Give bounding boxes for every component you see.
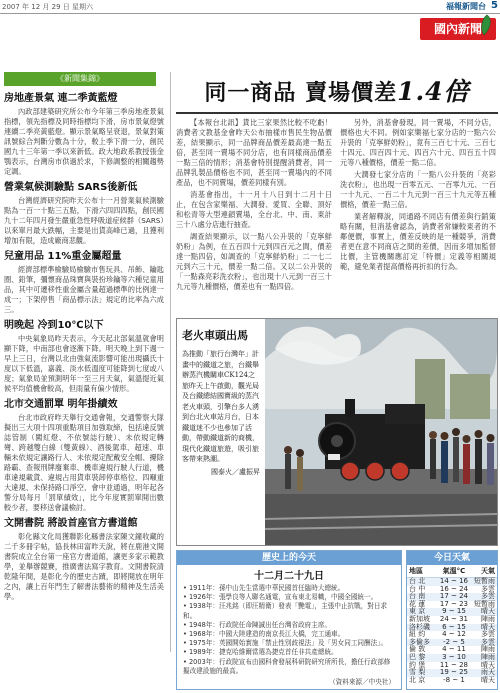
weather-condition: 短暫雨	[474, 577, 495, 585]
history-item: • 1989年：捷克哈維爾當選為捷克首任非共產總統。	[183, 648, 338, 657]
weather-header-temp: 氣溫°C	[442, 567, 466, 575]
brief-article	[4, 320, 164, 394]
brief-body: 內政部建築研究所公布今年第三季房地產景氣指標，領先指標及同時指標均下滑，房市景氣燈號連續二季亮黃藍燈。顯示景氣略呈衰退，景氣對策訊號綜合判斷分數為十分，較上季下滑一分，創民國九十三年第一季以來新低。政大地政系教授張金鶚表示，台灣房市供過於求，下修調整的相關趨勢定調。	[4, 107, 164, 176]
news-briefs	[4, 92, 164, 607]
weather-city: 多倫多	[409, 637, 430, 646]
brief-body: 經濟部標準檢驗局檢驗市售玩具、吊飾、鑰匙圈、鉛筆，彌懷商品珠寶與裝扮珍鑰等六種兒童用品，其中可遷移性重金屬含量超過標準的比例達一成一；下架停售「商品標示法」規定的比率為六成三。	[4, 265, 164, 314]
weather-city: 雪 梨	[409, 668, 426, 677]
weather-table	[406, 550, 498, 690]
steam-locomotive-photo	[265, 319, 497, 546]
paper-name: 福報新聞台	[446, 2, 486, 11]
weather-city: 洛杉磯	[409, 622, 430, 631]
weather-temp: 19 ~ 25	[439, 668, 469, 677]
brief-article	[4, 251, 164, 315]
weather-temp: 3 ~ 10	[442, 652, 466, 661]
weather-condition: 雨天	[481, 668, 495, 677]
brief-title: 兒童用品 11%重金屬超量	[4, 251, 122, 262]
history-title: 歷史上的今天	[177, 551, 401, 565]
brief-title: 營業氣候測驗點 SARS後新低	[4, 182, 138, 193]
weather-temp: -8 ~ 1	[443, 675, 465, 684]
brief-title: 房地產景氣 連二季黃藍燈	[4, 93, 118, 104]
brief-title: 北市交通罰單 明年掛績效	[4, 399, 118, 410]
weather-city: 巴 黎	[409, 652, 426, 661]
story-column-2	[340, 118, 496, 274]
weather-city: 約 堡	[409, 660, 426, 669]
weather-condition: 陣雨	[481, 645, 495, 654]
weather-condition: 多雲	[481, 592, 495, 601]
weather-city: 北 京	[409, 675, 426, 684]
history-list	[177, 584, 401, 676]
history-item: • 2003年：行政院宣布由國科會發展科研院研究所所長，擔任行政部修擬改建設施的最高。	[183, 657, 391, 675]
history-today	[176, 550, 402, 690]
weather-city: 花 蓮	[409, 599, 426, 608]
weather-row	[407, 677, 497, 685]
weather-city: 紐 約	[409, 630, 426, 639]
weather-temp: 14 ~ 16	[439, 577, 469, 585]
weather-header-cond: 天氣	[481, 567, 495, 575]
photo-title: 老火車頭出馬	[182, 329, 248, 342]
weather-temp: 16 ~ 24	[439, 584, 469, 593]
history-source: （資料來源／中央社）	[329, 678, 395, 687]
masthead	[0, 0, 500, 14]
brief-body: 台北市政府昨天舉行交通會報，交通警察大隊擬出三大項十四項重點項目加強取締，包括違反號誌管制（闖紅燈、不依號誌行駛）、未依規定轉彎、跨越雙白線（雙黃線）、酒後駕車、超速、車輛未依規定讓路行人、未依規定配戴安全帽、擾除路霸、查報刑牌廢棄車、機車違規行駛人行道，機車違規載貨、違規占用貨車裝卸停車格位、四噸重大違規、未保持路口淨空、會中並通過，明年起各警分局每月「罰單績效」，比今年度實罰單開出數較少者，要移送會議檢討。	[4, 413, 164, 512]
weather-temp: -2 ~ 5	[443, 637, 465, 646]
column-tag: 《新聞集錦》	[4, 72, 156, 86]
issue-date: 2007 年 12 月 29 日 星期六	[2, 3, 93, 11]
brief-title: 明晚起 冷到10℃以下	[4, 320, 104, 331]
weather-city: 東 京	[409, 607, 426, 616]
photo-caption	[177, 319, 265, 546]
story-paragraph: 大潤發七家分店的「一點八公升裝的「亮彩洗衣粉」，也出現一百零五元、一百零九元、一百一十九元、一百二十九元到一百三十九元等五種價格，價差一點三倍。	[340, 170, 496, 209]
history-item: • 1968年：中國大陸建造的南京長江大橋，完工通車。	[183, 630, 345, 639]
photo-feature	[176, 318, 498, 546]
weather-condition: 多雲	[481, 630, 495, 639]
brief-article	[4, 399, 164, 513]
brief-body: 中央氣象局昨天表示，今天起北部氣溫就會明顯下降，中南部也會逐漸下降。明天晚上到下週一早上三日，台灣以北由強氣流影響可能出現攝氏十度以下低溫，嘉義、淡水低溫度可能降到七度或八度；氣象局並預測明年一至三月天氣，氣溫提近氣候平均值機會較高，但雨量有偏少情形。	[4, 334, 164, 393]
brief-article	[4, 182, 164, 246]
weather-temp: 4 ~ 11	[442, 645, 466, 654]
weather-condition: 陣雨	[481, 652, 495, 661]
column-divider	[170, 72, 171, 652]
brief-article	[4, 93, 164, 177]
weather-condition: 短暫雨	[474, 599, 495, 608]
photo-credit: 國泰火／盧振昇	[211, 467, 260, 476]
story-column-1	[176, 118, 332, 294]
page-number: 5	[491, 0, 498, 11]
weather-condition: 多雲	[481, 584, 495, 593]
story-paragraph: 另外，消基會發現，同一賣場，不同分店，價格也大不同。例如家樂福七家分店的一點六公升裝的「克寧鮮奶粉」，竟有三百七十元、三百七十四元、四百四十元、四百六十元、四百五十四元等八種價格，價差一點二倍。	[340, 118, 496, 167]
weather-condition: 多雲	[481, 637, 495, 646]
brief-article	[4, 518, 164, 602]
weather-condition: 陣雨	[481, 614, 495, 623]
weather-temp: 4 ~ 12	[442, 630, 466, 639]
main-headline	[176, 72, 498, 114]
history-item: • 1948年：行政院任命陳誠出任台灣省政府主席。	[183, 620, 332, 629]
weather-rows	[407, 578, 497, 684]
weather-condition: 晴天	[481, 607, 495, 616]
weather-condition: 晴天	[481, 675, 495, 684]
headline-text: 同一商品 賣場價差	[204, 81, 398, 106]
photo-caption-text: 為推動「旅行台灣年」計畫中的鐵道之旅，台鐵舉辦蒸汽機關車CK124之旅昨天上午啟動，觀光局及台鐵總結國寶級的蒸汽老火車頭，引擎台多人湧到台北火車站月台，日本鐵道迷不少也參加了活動，帶動鐵道新的商機，現代化鐵道旅遊，吸引旅客帶來熱潮。	[182, 350, 259, 463]
weather-condition: 晴天	[481, 622, 495, 631]
weather-temp: 24 ~ 31	[439, 614, 469, 623]
weather-city: 倫 敦	[409, 645, 426, 654]
taiwan-map-icon	[476, 14, 494, 36]
weather-city: 台 北	[409, 577, 426, 585]
weather-title: 今日天氣	[407, 551, 497, 565]
brief-body: 彰化縣文化局獲聯影化縣書法家陳文鐘收藏的二千多冊字帖，協長林田富昨天說，將在鹿港文開書院成立全台第一座官方書道館，讓更多家示範教學，並舉辦競賽，推廣書法寫字教育。文開書院清乾隆年間，是彰化今的歷史古蹟，即將開放在明年之內，讓上百年門生了解書法藝術的精神及生活美學。	[4, 532, 164, 601]
headline-number: 1.4倍	[397, 77, 470, 106]
brief-body: 台灣經濟研究院昨天公布十一月營業氣候測驗點為一百一十點三五點，下滑六四四四點，創民國九十二年四月發生嚴重急性呼吸道症候群（SARS）以來單月最大跌幅，主要是出貨高峰已過，且獲利增加有限，造成廠商悲觀。	[4, 196, 164, 245]
section-title: 國內新聞	[420, 18, 496, 40]
brief-title: 文開書院 將設首座官方書道館	[4, 518, 138, 529]
section-banner	[410, 16, 496, 46]
weather-city: 台 中	[409, 584, 426, 593]
weather-temp: 6 ~ 15	[442, 622, 466, 631]
story-paragraph: 業者解釋說，同通路不同店有價差與行銷策略有關，但消基會認為，消費者常嫌較東者的不鄰便價，事實上，價差反映的是一種競爭，消費者更在意不同商店之間的差價，因而多增加監督比價，主管機關應訂定「特價」定義等相關規範，避免業者提高價格再折扣的行為。	[340, 212, 496, 271]
weather-temp: 11 ~ 28	[439, 660, 469, 669]
weather-city: 新加坡	[409, 614, 430, 623]
story-paragraph: 消基會指出，十一月十八日到十二月十日止，在包含家樂福、大潤發、愛買、全聯、頂好和松青等大型連鎖賣場，全台北、中、南、東計三十八處分店進行抽查。	[176, 190, 332, 229]
weather-condition: 晴天	[481, 660, 495, 669]
weather-header-city: 地區	[409, 567, 423, 575]
history-date: 十二月二十九日	[254, 571, 324, 582]
weather-temp: 9 ~ 15	[442, 607, 466, 616]
weather-temp: 17 ~ 24	[439, 592, 469, 601]
history-item: • 1911年：孫中山先生當選中華民國首任臨時大總統。	[183, 584, 345, 592]
story-paragraph: 調查結果顯示，以一點八公升裝的「克寧鮮奶粉」為例，在五百四十元到四百元之間，價差達一點四倍，如調查的「克寧鮮奶粉」二一七二元到六三十元，價差一點二倍。又以二公升裝的「一點森亮彩洗衣粉」，也出現十八元到一百三十九元等九種價格，價差也有一點四倍。	[176, 232, 332, 291]
weather-temp: 17 ~ 23	[439, 599, 469, 608]
history-item: • 1938年：汪兆銘（即汪精衛）發表「艷電」，主張中止抗戰，對日求和。	[183, 602, 388, 620]
history-item: • 1975年：英國開始實施「禁止性別歧視法」及「男女同工同酬法」。	[183, 639, 388, 648]
story-paragraph: 【本報台北訊】貨比三家果然比較不吃虧！消費者文教基金會昨天公布抽樣市售民生物品價差，結果顯示，同一品牌商品價差最高達一點五倍，甚至同一賣場不同分店，也有同樣商品價差一點三倍的情形；消基會特別提醒消費者，同一品牌乳製品價格也不同，甚至同一賣場內的不同產品，也不同賣場，價差同樣有別。	[176, 118, 332, 187]
weather-city: 台 南	[409, 592, 426, 601]
history-item: • 1926年：張學良等人聯名通電，宣布東北易幟，中國全國統一。	[183, 593, 378, 602]
